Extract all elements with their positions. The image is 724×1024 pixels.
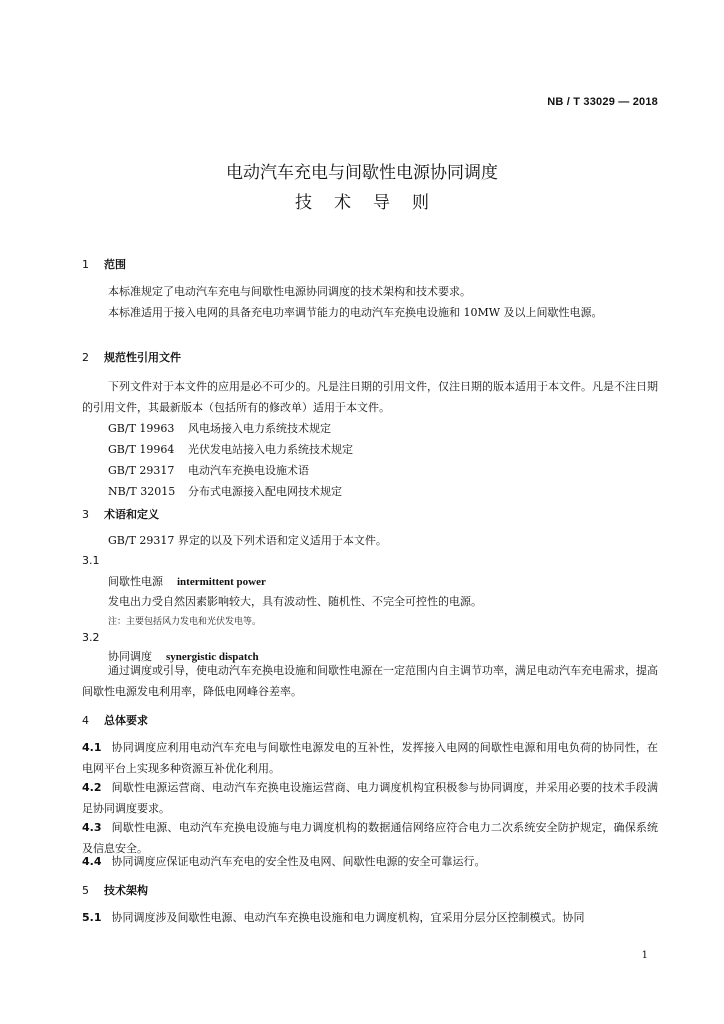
term-english: synergistic dispatch (166, 651, 259, 663)
clause-number: 5.1 (82, 911, 102, 924)
reference-item (108, 420, 331, 436)
clause-text: 协同调度应利用电动汽车充电与间歇性电源发电的互补性，发挥接入电网的间歇性电源和用电负荷的协同性，在电网平台上实现多种资源互补优化利用。 (82, 741, 658, 775)
term-heading (108, 573, 266, 589)
paragraph: GB/T 29317 界定的以及下列术语和定义适用于本文件。 (108, 534, 387, 547)
clause-item (82, 851, 658, 872)
clause-item (82, 777, 658, 819)
reference-title: 光伏发电站接入电力系统技术规定 (188, 443, 353, 456)
reference-item (108, 483, 342, 499)
term-english: intermittent power (177, 576, 266, 588)
clause-number: 4.1 (82, 741, 102, 754)
reference-item (108, 441, 353, 457)
paragraph: 本标准规定了电动汽车充电与间歇性电源协同调度的技术架构和技术要求。 (108, 285, 471, 298)
section-title: 总体要求 (104, 714, 148, 727)
clause-number: 3.1 (82, 554, 100, 567)
section-title: 术语和定义 (104, 508, 159, 521)
page-number: 1 (641, 950, 648, 961)
clause-number: 3.2 (82, 631, 100, 644)
paragraph: 本标准适用于接入电网的具备充电功率调节能力的电动汽车充换电设施和 10MW 及以上间歇性电源。 (108, 306, 603, 319)
section-title: 范围 (104, 258, 126, 271)
section-number: 2 (82, 351, 89, 364)
clause-item (82, 737, 658, 779)
note: 注：主要包括风力发电和光伏发电等。 (108, 617, 262, 627)
clause-text: 协同调度涉及间歇性电源、电动汽车充换电设施和电力调度机构，宜采用分层分区控制模式。协同 (111, 911, 585, 924)
clause-number: 4.4 (82, 855, 102, 868)
reference-title: 电动汽车充换电设施术语 (188, 464, 309, 477)
term-definition: 通过调度或引导，使电动汽车充换电设施和间歇性电源在一定范围内自主调节功率，满足电动汽车充电需求，提高间歇性电源发电利用率，降低电网峰谷差率。 (82, 664, 658, 698)
section-number: 4 (82, 714, 89, 727)
document-subtitle: 技术导则 (295, 193, 451, 213)
clause-text: 间歇性电源、电动汽车充换电设施与电力调度机构的数据通信网络应符合电力二次系统安全防护规定，确保系统及信息安全。 (82, 821, 658, 855)
clause-item (82, 907, 658, 928)
section-number: 3 (82, 508, 89, 521)
reference-title: 风电场接入电力系统技术规定 (188, 422, 331, 435)
reference-code: GB/T 19964 (108, 443, 175, 456)
paragraph: 下列文件对于本文件的应用是必不可少的。凡是注日期的引用文件，仅注日期的版本适用于本文件。凡是不注日期的引用文件，其最新版本（包括所有的修改单）适用于本文件。 (82, 380, 658, 414)
section-title: 技术架构 (104, 884, 148, 897)
clause-number: 4.2 (82, 781, 102, 794)
reference-title: 分布式电源接入配电网技术规定 (188, 485, 342, 498)
section-title: 规范性引用文件 (104, 351, 181, 364)
term-chinese: 协同调度 (108, 650, 152, 663)
document-title: 电动汽车充电与间歇性电源协同调度 (226, 163, 498, 183)
term-chinese: 间歇性电源 (108, 575, 163, 588)
clause-text: 协同调度应保证电动汽车充电的安全性及电网、间歇性电源的安全可靠运行。 (111, 855, 486, 868)
term-definition: 发电出力受自然因素影响较大，具有波动性、随机性、不完全可控性的电源。 (108, 595, 482, 608)
document-code: NB / T 33029 — 2018 (547, 96, 658, 108)
clause-number: 4.3 (82, 821, 102, 834)
reference-code: GB/T 19963 (108, 422, 175, 435)
section-number: 5 (82, 884, 89, 897)
reference-item (108, 462, 309, 478)
reference-code: NB/T 32015 (108, 485, 176, 498)
clause-text: 间歇性电源运营商、电动汽车充换电设施运营商、电力调度机构宜积极参与协同调度，并采用必要的技术手段满足协同调度要求。 (82, 781, 658, 815)
reference-code: GB/T 29317 (108, 464, 175, 477)
section-number: 1 (82, 258, 89, 271)
